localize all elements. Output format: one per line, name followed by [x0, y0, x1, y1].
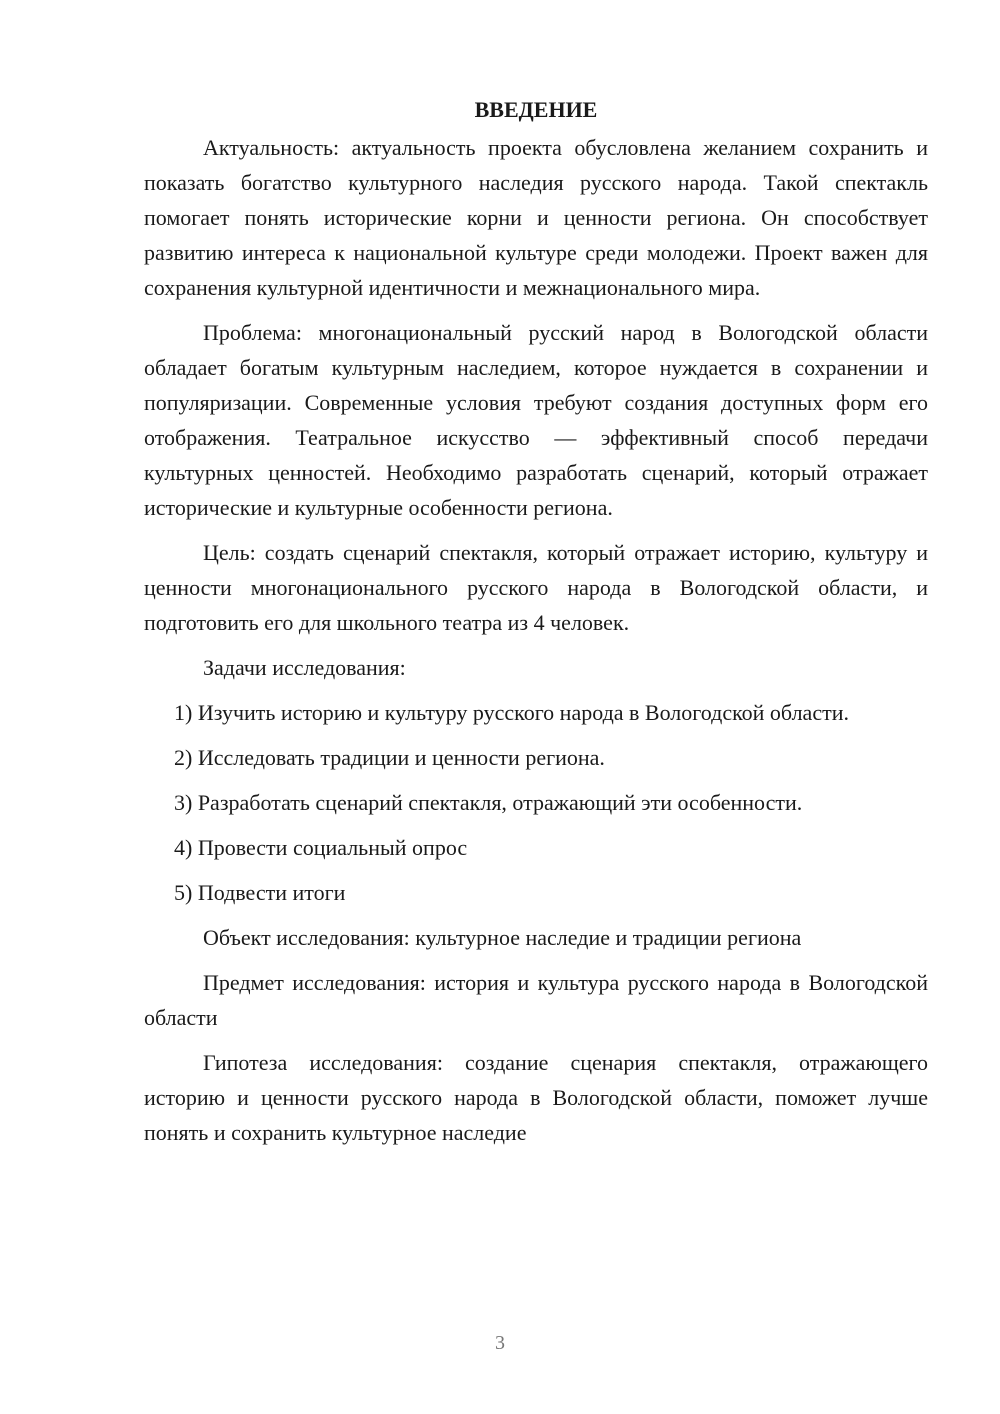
- object-paragraph: Объект исследования: культурное наследие и традиции региона: [203, 925, 802, 950]
- subject-paragraph: Предмет исследования: история и культура русского народа в Вологодской области: [144, 970, 928, 1030]
- goal-paragraph: Цель: создать сценарий спектакля, который отражает историю, культуру и ценности многонационального русского народа в Вологодской области, и подготовить его для школьного театра из 4 человек.: [144, 540, 928, 635]
- hypothesis-paragraph: Гипотеза исследования: создание сценария спектакля, отражающего историю и ценности русского народа в Вологодской области, поможет лучше понять и сохранить культурное наследие: [144, 1050, 928, 1145]
- document-page: [144, 92, 928, 1160]
- task-item: 3) Разработать сценарий спектакля, отражающий эти особенности.: [174, 790, 803, 815]
- page-number: 3: [495, 1332, 505, 1354]
- task-item: 1) Изучить историю и культуру русского народа в Вологодской области.: [174, 700, 849, 725]
- tasks-heading: Задачи исследования:: [203, 655, 406, 680]
- task-item: 2) Исследовать традиции и ценности региона.: [174, 745, 605, 770]
- problem-paragraph: Проблема: многонациональный русский народ в Вологодской области обладает богатым культурным наследием, которое нуждается в сохранении и популяризации. Современные условия требуют создания доступных форм его отображения. Театральное искусство — эффективный способ передачи культурных ценностей. Необходимо разработать сценарий, который отражает исторические и культурные особенности региона.: [144, 320, 928, 520]
- task-item: 5) Подвести итоги: [174, 880, 346, 905]
- section-title: ВВЕДЕНИЕ: [474, 97, 598, 122]
- task-item: 4) Провести социальный опрос: [174, 835, 468, 860]
- relevance-paragraph: Актуальность: актуальность проекта обусловлена желанием сохранить и показать богатство культурного наследия русского народа. Такой спектакль помогает понять исторические корни и ценности региона. Он способствует развитию интереса к национальной культуре среди молодежи. Проект важен для сохранения культурной идентичности и межнационального мира.: [144, 135, 928, 300]
